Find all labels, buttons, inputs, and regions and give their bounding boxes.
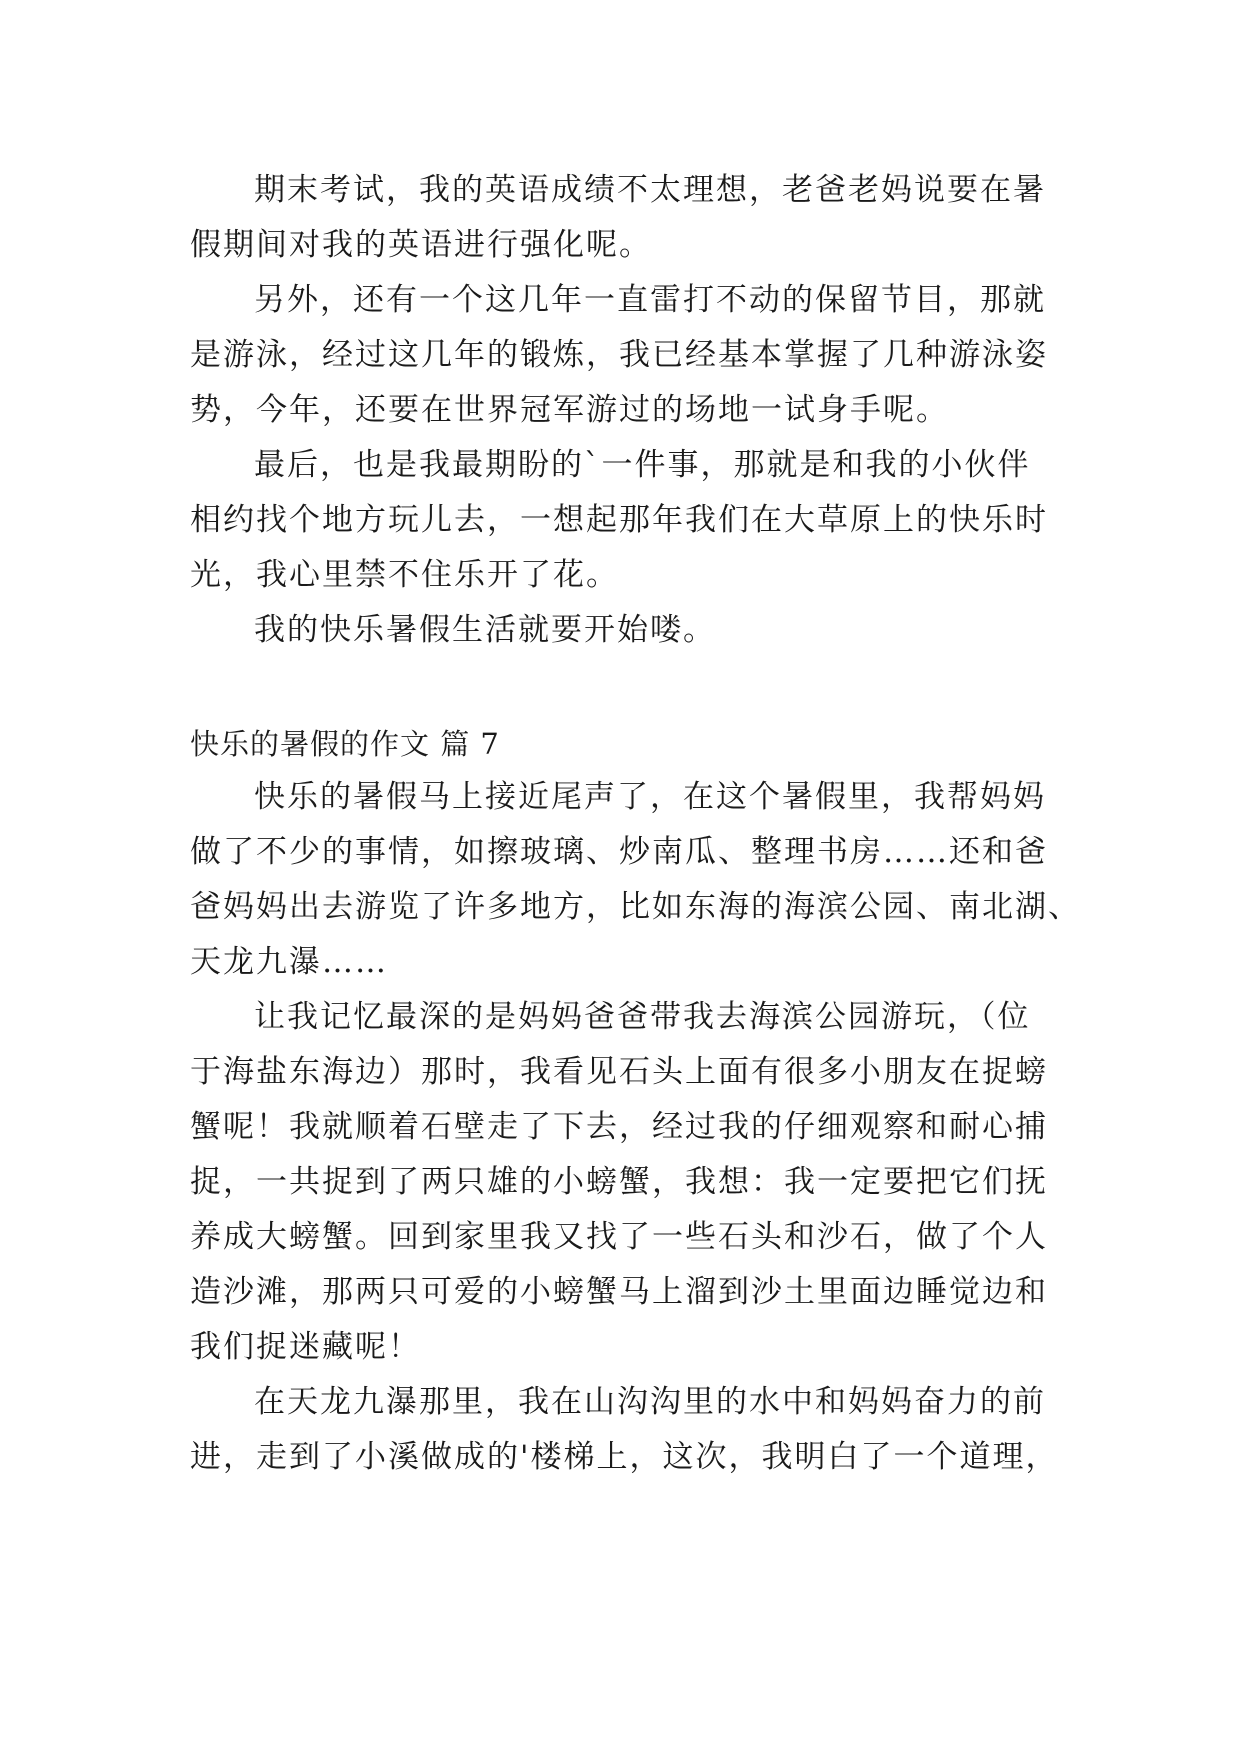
paragraph-6-line-6: 造沙滩，那两只可爱的小螃蟹马上溜到沙土里面边睡觉边和 [190, 1274, 1048, 1310]
paragraph-5-line-2: 做了不少的事情，如擦玻璃、炒南瓜、整理书房……还和爸 [190, 834, 1048, 870]
paragraph-3-line-1: 最后，也是我最期盼的`一件事，那就是和我的小伙伴 [254, 447, 1031, 483]
paragraph-3-line-3: 光，我心里禁不住乐开了花。 [190, 557, 619, 593]
paragraph-5-line-3: 爸妈妈出去游览了许多地方，比如东海的海滨公园、南北湖、 [190, 889, 1081, 925]
paragraph-4-line-1: 我的快乐暑假生活就要开始喽。 [254, 612, 716, 648]
paragraph-6-line-7: 我们捉迷藏呢！ [190, 1329, 421, 1365]
paragraph-6-line-2: 于海盐东海边）那时，我看见石头上面有很多小朋友在捉螃 [190, 1054, 1048, 1090]
paragraph-6-line-5: 养成大螃蟹。回到家里我又找了一些石头和沙石，做了个人 [190, 1219, 1048, 1255]
section-title: 快乐的暑假的作文 篇 7 [190, 727, 500, 761]
paragraph-5-line-4: 天龙九瀑…… [190, 944, 388, 980]
paragraph-2-line-3: 势，今年，还要在世界冠军游过的场地一试身手呢。 [190, 392, 949, 428]
paragraph-1-line-1: 期末考试，我的英语成绩不太理想，老爸老妈说要在暑 [254, 172, 1046, 208]
paragraph-7-line-1: 在天龙九瀑那里，我在山沟沟里的水中和妈妈奋力的前 [254, 1384, 1046, 1420]
paragraph-6-line-3: 蟹呢！我就顺着石壁走了下去，经过我的仔细观察和耐心捕 [190, 1109, 1048, 1145]
paragraph-3-line-2: 相约找个地方玩儿去，一想起那年我们在大草原上的快乐时 [190, 502, 1048, 538]
paragraph-6-line-4: 捉，一共捉到了两只雄的小螃蟹，我想：我一定要把它们抚 [190, 1164, 1048, 1200]
paragraph-5-line-1: 快乐的暑假马上接近尾声了，在这个暑假里，我帮妈妈 [254, 779, 1046, 815]
paragraph-7-line-2: 进，走到了小溪做成的'楼梯上，这次，我明白了一个道理， [190, 1439, 1059, 1475]
paragraph-2-line-2: 是游泳，经过这几年的锻炼，我已经基本掌握了几种游泳姿 [190, 337, 1048, 373]
paragraph-2-line-1: 另外，还有一个这几年一直雷打不动的保留节目，那就 [254, 282, 1046, 318]
paragraph-6-line-1: 让我记忆最深的是妈妈爸爸带我去海滨公园游玩，（位 [254, 999, 1031, 1035]
paragraph-1-line-2: 假期间对我的英语进行强化呢。 [190, 227, 652, 263]
